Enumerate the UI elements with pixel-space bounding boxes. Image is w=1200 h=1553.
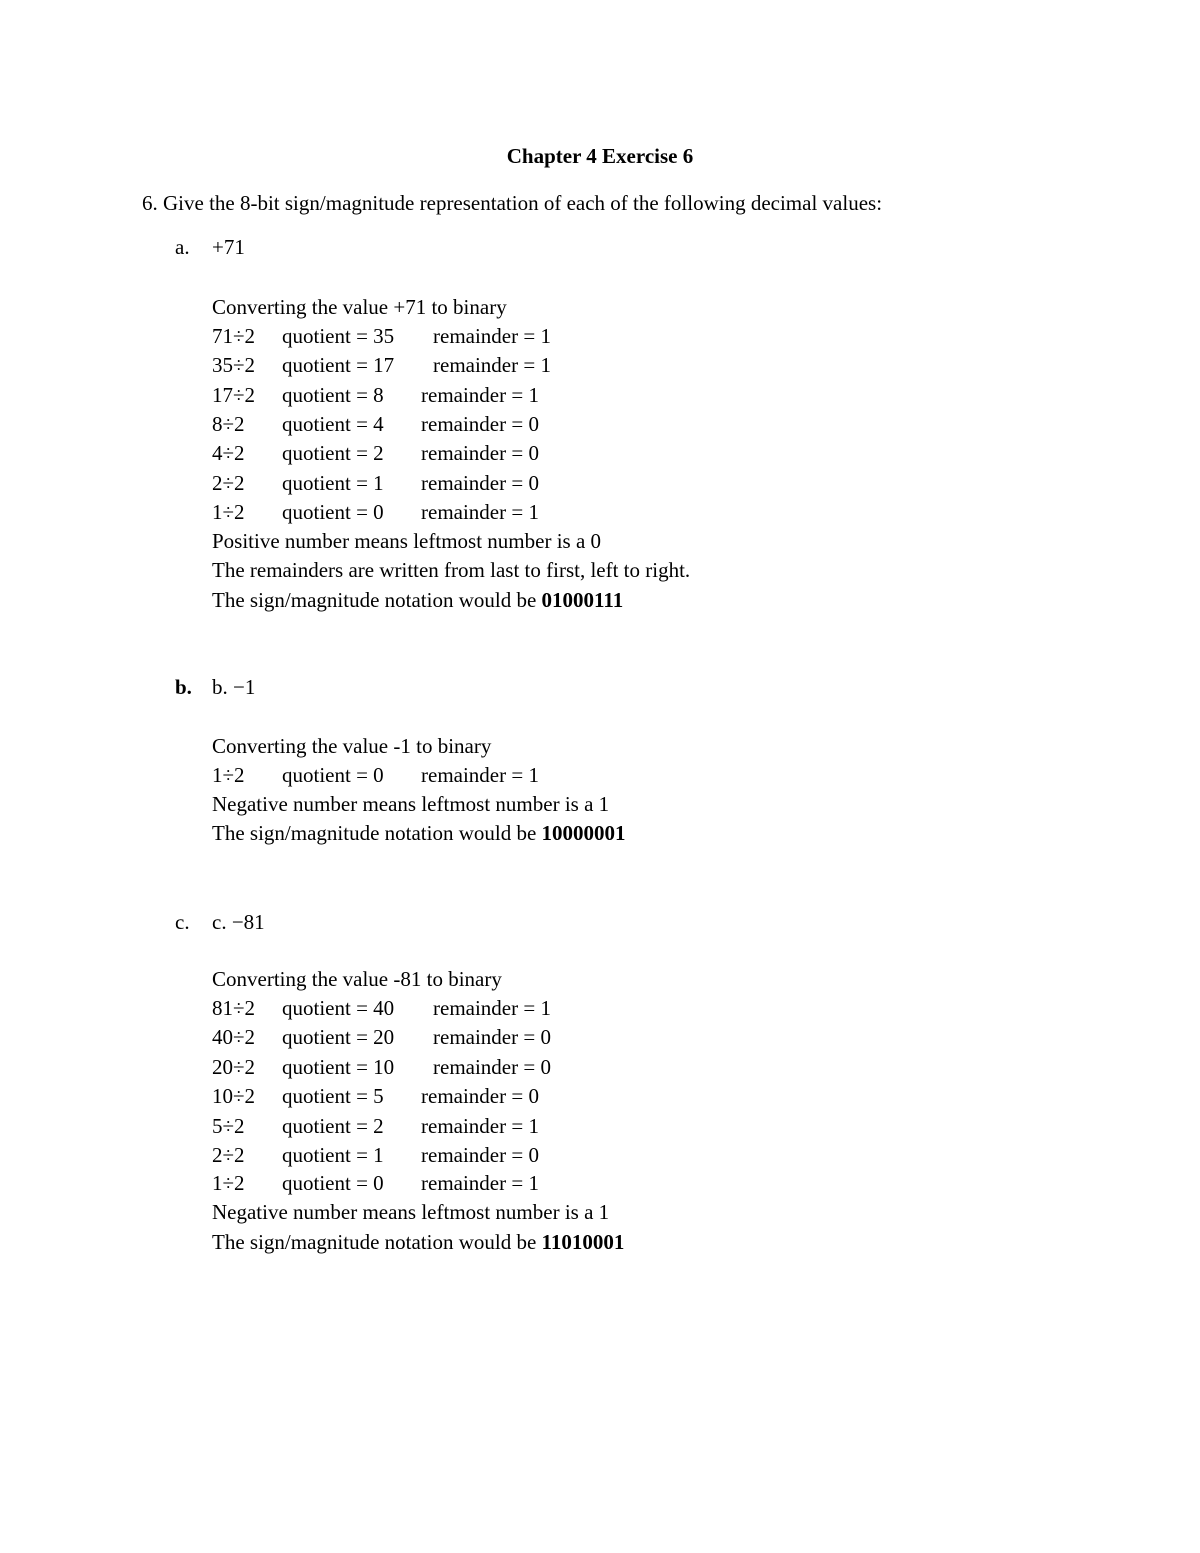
- result-value: 01000111: [541, 588, 624, 612]
- quotient-value: quotient = 0: [282, 763, 384, 787]
- part-c-intro: Converting the value -81 to binary: [212, 967, 502, 991]
- quotient-value: quotient = 0: [282, 1171, 384, 1195]
- division-expression: 2÷2: [212, 1143, 245, 1167]
- remainder-value: remainder = 1: [421, 383, 539, 407]
- quotient-value: quotient = 1: [282, 471, 384, 495]
- division-expression: 35÷2: [212, 353, 256, 377]
- result-value: 10000001: [541, 821, 626, 845]
- remainder-value: remainder = 0: [421, 1084, 539, 1108]
- part-b-note: Negative number means leftmost number is a 1: [212, 792, 610, 816]
- quotient-value: quotient = 35: [282, 324, 395, 348]
- remainder-value: remainder = 0: [433, 1025, 551, 1049]
- part-a-label: +71: [212, 235, 245, 259]
- quotient-value: quotient = 20: [282, 1025, 395, 1049]
- division-expression: 4÷2: [212, 441, 245, 465]
- division-expression: 71÷2: [212, 324, 256, 348]
- division-expression: 81÷2: [212, 996, 256, 1020]
- quotient-value: quotient = 40: [282, 996, 395, 1020]
- remainder-value: remainder = 1: [421, 1114, 539, 1138]
- quotient-value: quotient = 17: [282, 353, 395, 377]
- remainder-value: remainder = 1: [421, 1171, 539, 1195]
- division-expression: 10÷2: [212, 1084, 256, 1108]
- part-a-marker: a.: [175, 235, 190, 259]
- remainder-value: remainder = 0: [421, 1143, 539, 1167]
- quotient-value: quotient = 1: [282, 1143, 384, 1167]
- remainder-value: remainder = 1: [433, 353, 551, 377]
- division-expression: 2÷2: [212, 471, 245, 495]
- result-value: 11010001: [541, 1230, 625, 1254]
- part-c-marker: c.: [175, 910, 190, 934]
- part-a-note: The remainders are written from last to first, left to right.: [212, 558, 691, 582]
- part-b-result: [212, 823, 626, 844]
- quotient-value: quotient = 5: [282, 1084, 384, 1108]
- quotient-value: quotient = 4: [282, 412, 384, 436]
- page-title: Chapter 4 Exercise 6: [506, 144, 694, 168]
- quotient-value: quotient = 10: [282, 1055, 395, 1079]
- remainder-value: remainder = 0: [421, 441, 539, 465]
- part-c-result: [212, 1232, 624, 1253]
- division-expression: 1÷2: [212, 763, 245, 787]
- part-a-intro: Converting the value +71 to binary: [212, 295, 507, 319]
- part-c-note: Negative number means leftmost number is a 1: [212, 1200, 610, 1224]
- quotient-value: quotient = 8: [282, 383, 384, 407]
- result-prefix: The sign/magnitude notation would be: [212, 588, 542, 612]
- division-expression: 20÷2: [212, 1055, 256, 1079]
- quotient-value: quotient = 2: [282, 441, 384, 465]
- division-expression: 8÷2: [212, 412, 245, 436]
- part-a-result: [212, 590, 623, 611]
- quotient-value: quotient = 0: [282, 500, 384, 524]
- remainder-value: remainder = 1: [421, 763, 539, 787]
- remainder-value: remainder = 0: [433, 1055, 551, 1079]
- result-prefix: The sign/magnitude notation would be: [212, 1230, 542, 1254]
- part-b-label: b. −1: [212, 675, 256, 699]
- part-c-label: c. −81: [212, 910, 265, 934]
- remainder-value: remainder = 1: [421, 500, 539, 524]
- division-expression: 1÷2: [212, 500, 245, 524]
- division-expression: 5÷2: [212, 1114, 245, 1138]
- result-prefix: The sign/magnitude notation would be: [212, 821, 542, 845]
- division-expression: 40÷2: [212, 1025, 256, 1049]
- division-expression: 17÷2: [212, 383, 256, 407]
- division-expression: 1÷2: [212, 1171, 245, 1195]
- remainder-value: remainder = 0: [421, 471, 539, 495]
- part-b-marker: b.: [175, 675, 192, 699]
- remainder-value: remainder = 1: [433, 324, 551, 348]
- quotient-value: quotient = 2: [282, 1114, 384, 1138]
- part-a-note: Positive number means leftmost number is a 0: [212, 529, 602, 553]
- question-text: 6. Give the 8-bit sign/magnitude representation of each of the following decimal values:: [142, 191, 883, 215]
- remainder-value: remainder = 0: [421, 412, 539, 436]
- remainder-value: remainder = 1: [433, 996, 551, 1020]
- part-b-intro: Converting the value -1 to binary: [212, 734, 492, 758]
